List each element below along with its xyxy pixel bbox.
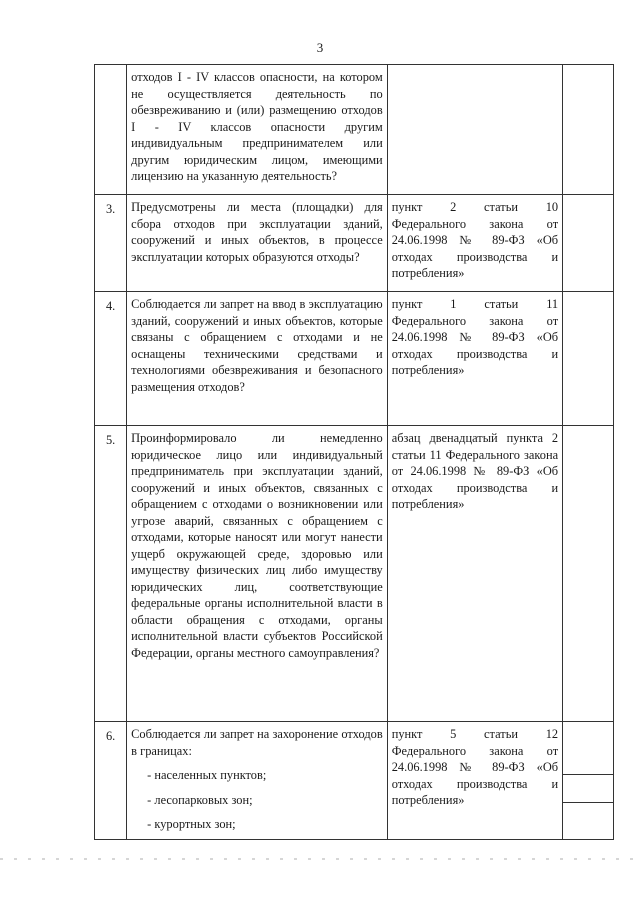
table-row [95, 722, 614, 840]
checklist-table [94, 64, 614, 840]
answer-cell [563, 292, 614, 426]
row-number: 5. [95, 426, 127, 722]
sub-item: - курортных зон; [147, 817, 236, 831]
answer-cell [563, 65, 614, 195]
answer-cell [563, 195, 614, 292]
answer-cell [563, 722, 614, 840]
sub-item: - лесопарковых зон; [147, 792, 253, 807]
table-row [95, 65, 614, 195]
row-number: 4. [95, 292, 127, 426]
question-text: Проинформировало ли немедленно юридическое лицо или индивидуальный предприниматель при эксплуатации зданий, сооружений и иных объектов, связанных с обращением с отходами о возникновении или угрозе аварий, связанных с обращением с отходами, которые наносят или могут нанести ущерб окружающей среде, здоровью или имуществу физических лиц либо имуществу юридических лиц, соответствующие федеральные органы исполнительной власти в области обращения с отходами, органы исполнительной власти субъектов Российской Федерации, органы местного самоуправления? [127, 426, 388, 722]
row-number: 6. [95, 722, 127, 840]
question-cell [127, 722, 388, 840]
sub-row-divider [563, 802, 613, 803]
table-row [95, 195, 614, 292]
legal-reference [387, 65, 562, 195]
question-text: отходов I - IV классов опасности, на котором не осуществляется деятельность по обезвреживанию и (или) размещению отходов I - IV классов опасности другим индивидуальным предпринимателем или другим юридическим лицом, имеющими лицензию на указанную деятельность? [127, 65, 388, 195]
row-number: 3. [95, 195, 127, 292]
question-text: Соблюдается ли запрет на захоронение отходов в границах: [131, 727, 383, 758]
scan-artifact [0, 858, 640, 860]
table-row [95, 292, 614, 426]
sub-row-divider [563, 774, 613, 775]
page-number: 3 [316, 40, 324, 55]
row-number [95, 65, 127, 195]
table-row [95, 426, 614, 722]
legal-reference: пункт 5 статьи 12 Федерального закона от 24.06.1998 № 89-ФЗ «Об отходах производства и потребления» [387, 722, 562, 840]
question-text: Предусмотрены ли места (площадки) для сбора отходов при эксплуатации зданий, сооружений и иных объектов, в процессе эксплуатации которых образуются отходы? [127, 195, 388, 292]
question-text: Соблюдается ли запрет на ввод в эксплуатацию зданий, сооружений и иных объектов, которые связаны с обращением с отходами и не оснащены техническими средствами и технологиями обезвреживания и безопасного размещения отходов? [127, 292, 388, 426]
legal-reference: абзац двенадцатый пункта 2 статьи 11 Федерального закона от 24.06.1998 № 89-ФЗ «Об отходах производства и потребления» [387, 426, 562, 722]
legal-reference: пункт 2 статьи 10 Федерального закона от 24.06.1998 № 89-ФЗ «Об отходах производства и потребления» [387, 195, 562, 292]
answer-cell [563, 426, 614, 722]
sub-item: - населенных пунктов; [147, 768, 267, 782]
legal-reference: пункт 1 статьи 11 Федерального закона от 24.06.1998 № 89-ФЗ «Об отходах производства и потребления» [387, 292, 562, 426]
